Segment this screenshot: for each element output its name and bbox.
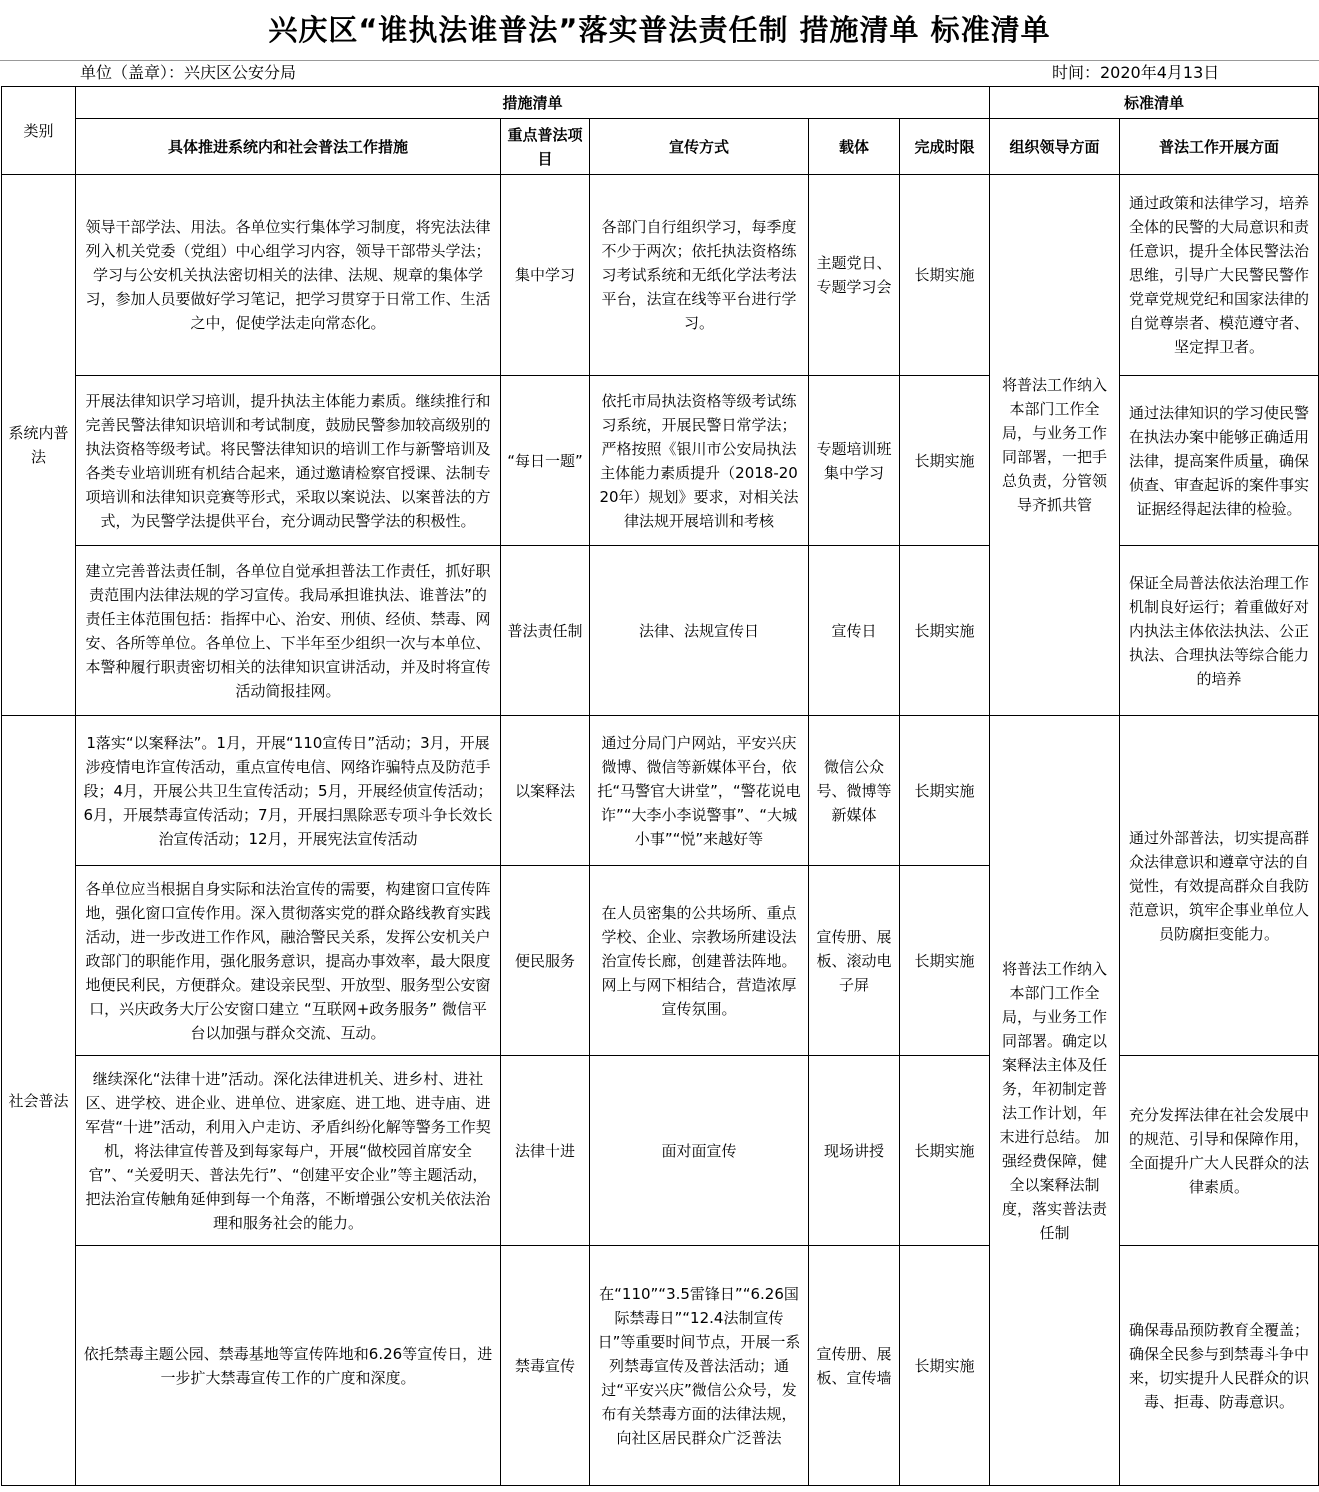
method-cell: 各部门自行组织学习，每季度不少于两次；依托执法资格练习考试系统和无纸化学法考法平台，法宣在线等平台进行学习。	[590, 175, 809, 376]
measure-cell: 开展法律知识学习培训，提升执法主体能力素质。继续推行和完善民警法律知识培训和考试制度，鼓励民警参加较高级别的执法资格等级考试。将民警法律知识的培训工作与新警培训及各类专业培训班有机结合起来，通过邀请检察官授课、法制专项培训和法律知识竞赛等形式，采取以案说法、以案普法的方式，为民警学法提供平台，充分调动民警学法的积极性。	[76, 376, 501, 546]
measure-cell: 建立完善普法责任制，各单位自觉承担普法工作责任，抓好职责范围内法律法规的学习宣传。我局承担谁执法、谁普法”的责任主体范围包括：指挥中心、治安、刑侦、经侦、禁毒、网安、各所等单位。各单位上、下半年至少组织一次与本单位、本警种履行职责密切相关的法律知识宣讲活动，并及时将宣传活动简报挂网。	[76, 546, 501, 716]
deadline-cell: 长期实施	[900, 716, 990, 866]
work-cell: 通过法律知识的学习使民警在执法办案中能够正确适用法律，提高案件质量，确保侦查、审查起诉的案件事实证据经得起法律的检验。	[1120, 376, 1319, 546]
carrier-cell: 微信公众号、微博等新媒体	[809, 716, 900, 866]
project-cell: 普法责任制	[501, 546, 590, 716]
header-row-1	[2, 87, 1319, 119]
project-cell: “每日一题”	[501, 376, 590, 546]
work-cell: 保证全局普法依法治理工作机制良好运行；着重做好对内执法主体依法执法、公正执法、合理执法等综合能力的培养	[1120, 546, 1319, 716]
carrier-cell: 专题培训班集中学习	[809, 376, 900, 546]
method-cell: 通过分局门户网站，平安兴庆微博、微信等新媒体平台，依托“马警官大讲堂”，“警花说电诈”“大李小李说警事”、“大城小事”“悦”来越好等	[590, 716, 809, 866]
project-cell: 禁毒宣传	[501, 1246, 590, 1486]
method-cell: 面对面宣传	[590, 1056, 809, 1246]
project-cell: 以案释法	[501, 716, 590, 866]
deadline-cell: 长期实施	[900, 175, 990, 376]
method-cell: 在“110”“3.5雷锋日”“6.26国际禁毒日”“12.4法制宣传日”等重要时间节点，开展一系列禁毒宣传及普法活动；通过“平安兴庆”微信公众号，发布有关禁毒方面的法律法规，向社区居民群众广泛普法	[590, 1246, 809, 1486]
document-title: 兴庆区“谁执法谁普法”落实普法责任制 措施清单 标准清单	[268, 13, 1051, 47]
header-col-leadership: 组织领导方面	[990, 119, 1120, 175]
measure-cell: 各单位应当根据自身实际和法治宣传的需要，构建窗口宣传阵地，强化窗口宣传作用。深入贯彻落实党的群众路线教育实践活动，进一步改进工作作风，融洽警民关系，发挥公安机关户政部门的职能作用，强化服务意识，提高办事效率，最大限度地便民利民，方便群众。建设亲民型、开放型、服务型公安窗口，兴庆政务大厅公安窗口建立 “互联网+政务服务” 微信平台以加强与群众交流、互动。	[76, 866, 501, 1056]
work-cell: 通过政策和法律学习，培养全体的民警的大局意识和责任意识，提升全体民警法治思维，引导广大民警民警作党章党规党纪和国家法律的自觉尊崇者、模范遵守者、坚定捍卫者。	[1120, 175, 1319, 376]
work-cell: 确保毒品预防教育全覆盖；确保全民参与到禁毒斗争中来，切实提升人民群众的识毒、拒毒、防毒意识。	[1120, 1246, 1319, 1486]
carrier-cell: 宣传册、展板、宣传墙	[809, 1246, 900, 1486]
measure-cell: 依托禁毒主题公园、禁毒基地等宣传阵地和6.26等宣传日，进一步扩大禁毒宣传工作的广度和深度。	[76, 1246, 501, 1486]
header-col-project: 重点普法项目	[501, 119, 590, 175]
table-row	[2, 175, 1319, 376]
table-row	[2, 376, 1319, 546]
work-cell: 通过外部普法，切实提高群众法律意识和遵章守法的自觉性，有效提高群众自我防范意识，筑牢企事业单位人员防腐拒变能力。	[1120, 716, 1319, 1056]
project-cell: 法律十进	[501, 1056, 590, 1246]
measure-cell: 1落实“以案释法”。1月，开展“110宣传日”活动；3月，开展涉疫情电诈宣传活动，重点宣传电信、网络诈骗特点及防范手段；4月，开展公共卫生宣传活动；5月，开展经侦宣传活动；6月，开展禁毒宣传活动；7月，开展扫黑除恶专项斗争长效长治宣传活动；12月，开展宪法宣传活动	[76, 716, 501, 866]
measure-cell: 继续深化“法律十进”活动。深化法律进机关、进乡村、进社区、进学校、进企业、进单位、进家庭、进工地、进寺庙、进军营“十进”活动，利用入户走访、矛盾纠纷化解等警务工作契机，将法律宣传普及到每家每户，开展“做校园首席安全官”、“关爱明天、普法先行”、“创建平安企业”等主题活动，把法治宣传触角延伸到每一个角落，不断增强公安机关依法治理和服务社会的能力。	[76, 1056, 501, 1246]
checklist-table	[1, 86, 1319, 1486]
table-row	[2, 546, 1319, 716]
unit-label: 单位（盖章）：兴庆区公安分局	[80, 63, 297, 82]
header-standards: 标准清单	[990, 87, 1319, 119]
measure-cell: 领导干部学法、用法。各单位实行集体学习制度，将宪法法律列入机关党委（党组）中心组学习内容，领导干部带头学法；学习与公安机关执法密切相关的法律、法规、规章的集体学习，参加人员要做好学习笔记，把学习贯穿于日常工作、生活之中，促使学法走向常态化。	[76, 175, 501, 376]
project-cell: 集中学习	[501, 175, 590, 376]
carrier-cell: 宣传日	[809, 546, 900, 716]
table-row	[2, 1246, 1319, 1486]
table-row	[2, 1056, 1319, 1246]
date-label: 时间：2020年4月13日	[1052, 63, 1220, 82]
method-cell: 法律、法规宣传日	[590, 546, 809, 716]
header-col-work: 普法工作开展方面	[1120, 119, 1319, 175]
header-col-carrier: 载体	[809, 119, 900, 175]
carrier-cell: 宣传册、展板、滚动电子屏	[809, 866, 900, 1056]
deadline-cell: 长期实施	[900, 866, 990, 1056]
project-cell: 便民服务	[501, 866, 590, 1056]
leadership-cell: 将普法工作纳入本部门工作全局，与业务工作同部署。确定以案释法主体及任务，年初制定普法工作计划，年末进行总结。 加强经费保障，健全以案释法制度，落实普法责任制	[990, 716, 1120, 1486]
header-category: 类别	[2, 87, 76, 175]
category-cell: 系统内普法	[2, 175, 76, 716]
carrier-cell: 主题党日、专题学习会	[809, 175, 900, 376]
deadline-cell: 长期实施	[900, 376, 990, 546]
deadline-cell: 长期实施	[900, 1246, 990, 1486]
header-measures: 措施清单	[76, 87, 990, 119]
method-cell: 在人员密集的公共场所、重点学校、企业、宗教场所建设法治宣传长廊，创建普法阵地。网上与网下相结合，营造浓厚宣传氛围。	[590, 866, 809, 1056]
header-col-method: 宣传方式	[590, 119, 809, 175]
deadline-cell: 长期实施	[900, 546, 990, 716]
method-cell: 依托市局执法资格等级考试练习系统，开展民警日常学法；严格按照《银川市公安局执法主体能力素质提升（2018-2020年）规划》要求，对相关法律法规开展培训和考核	[590, 376, 809, 546]
leadership-cell: 将普法工作纳入本部门工作全局，与业务工作同部署，一把手总负责，分管领导齐抓共管	[990, 175, 1120, 716]
header-row-2	[2, 119, 1319, 175]
work-cell: 充分发挥法律在社会发展中的规范、引导和保障作用，全面提升广大人民群众的法律素质。	[1120, 1056, 1319, 1246]
category-cell: 社会普法	[2, 716, 76, 1486]
table-row	[2, 716, 1319, 866]
deadline-cell: 长期实施	[900, 1056, 990, 1246]
header-col-deadline: 完成时限	[900, 119, 990, 175]
carrier-cell: 现场讲授	[809, 1056, 900, 1246]
header-col-measure: 具体推进系统内和社会普法工作措施	[76, 119, 501, 175]
